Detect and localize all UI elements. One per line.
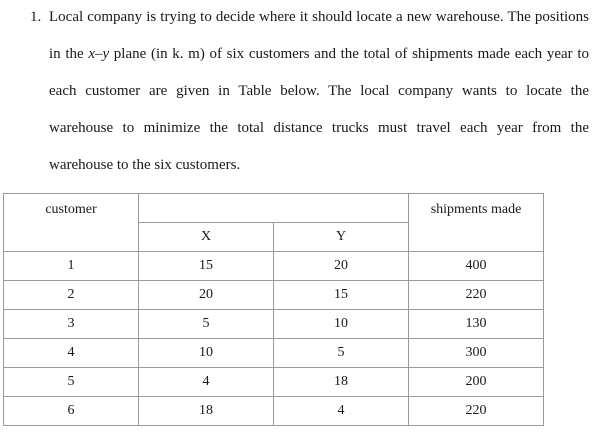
shipments-cell: 400 xyxy=(409,252,544,281)
customer-table xyxy=(3,193,544,426)
table-row xyxy=(4,252,544,281)
table-row xyxy=(4,281,544,310)
x-cell: 10 xyxy=(139,339,274,368)
table-row xyxy=(4,310,544,339)
table-row xyxy=(4,368,544,397)
problem-line-1: Local company is trying to decide where it should locate a new warehouse. The positions xyxy=(49,9,589,25)
y-cell: 10 xyxy=(274,310,409,339)
shipments-cell: 130 xyxy=(409,310,544,339)
customer-cell: 6 xyxy=(4,397,139,426)
y-cell: 5 xyxy=(274,339,409,368)
x-cell: 15 xyxy=(139,252,274,281)
header-y: Y xyxy=(274,223,409,252)
x-cell: 5 xyxy=(139,310,274,339)
problem-number: 1. xyxy=(30,9,42,25)
shipments-cell: 200 xyxy=(409,368,544,397)
y-cell: 18 xyxy=(274,368,409,397)
y-cell: 15 xyxy=(274,281,409,310)
problem-line-2-start: in the xyxy=(49,46,89,62)
y-cell: 20 xyxy=(274,252,409,281)
customer-cell: 3 xyxy=(4,310,139,339)
variable-xy: x–y xyxy=(88,46,110,62)
header-coordinates xyxy=(139,194,409,223)
customer-cell: 4 xyxy=(4,339,139,368)
problem-line-2-end: plane (in k. m) of six customers and the total of shipments made each year to xyxy=(109,46,589,62)
customer-cell: 5 xyxy=(4,368,139,397)
table-row xyxy=(4,397,544,426)
problem-line-3: each customer are given in Table below. The local company wants to locate the xyxy=(49,83,589,99)
customer-cell: 1 xyxy=(4,252,139,281)
y-cell: 4 xyxy=(274,397,409,426)
shipments-cell: 220 xyxy=(409,281,544,310)
shipments-cell: 220 xyxy=(409,397,544,426)
problem-line-4: warehouse to minimize the total distance trucks must travel each year from the xyxy=(49,120,589,136)
problem-text xyxy=(49,0,589,184)
shipments-cell: 300 xyxy=(409,339,544,368)
x-cell: 4 xyxy=(139,368,274,397)
header-shipments: shipments made xyxy=(409,194,544,252)
header-customer: customer xyxy=(4,194,139,252)
problem-line-5: warehouse to the six customers. xyxy=(49,157,241,173)
problem-statement xyxy=(0,0,607,190)
problem-line-2 xyxy=(49,36,589,73)
x-cell: 20 xyxy=(139,281,274,310)
header-row-1 xyxy=(4,194,544,223)
x-cell: 18 xyxy=(139,397,274,426)
table-row xyxy=(4,339,544,368)
header-x: X xyxy=(139,223,274,252)
customer-cell: 2 xyxy=(4,281,139,310)
